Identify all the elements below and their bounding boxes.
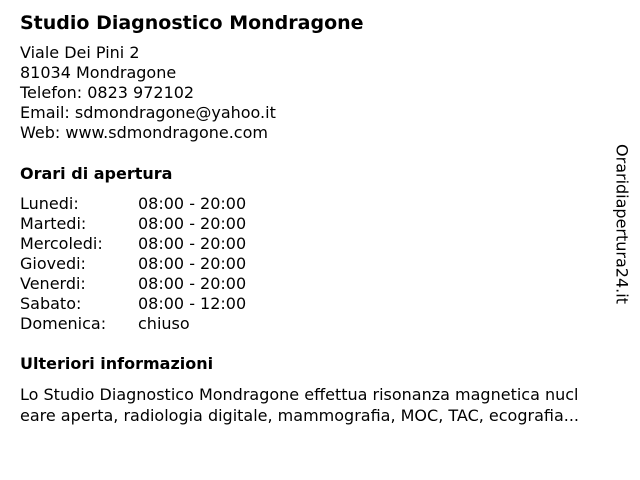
address-email: Email: sdmondragone@yahoo.it bbox=[20, 103, 276, 122]
description-text bbox=[20, 384, 632, 426]
info-heading: Ulteriori informazioni bbox=[20, 354, 214, 373]
hours-time: chiuso bbox=[138, 314, 190, 333]
hours-day: Venerdi: bbox=[20, 274, 86, 293]
watermark-text: Oraridiapertura24.it bbox=[612, 144, 632, 304]
description-line-2: eare aperta, radiologia digitale, mammografia, MOC, TAC, ecografia... bbox=[20, 406, 580, 425]
description-line-1: Lo Studio Diagnostico Mondragone effettua risonanza magnetica nucl bbox=[20, 385, 579, 404]
hours-time: 08:00 - 20:00 bbox=[138, 254, 247, 273]
address-city: 81034 Mondragone bbox=[20, 63, 177, 82]
address-street: Viale Dei Pini 2 bbox=[20, 43, 140, 62]
hours-time: 08:00 - 20:00 bbox=[138, 214, 247, 233]
hours-day: Lunedi: bbox=[20, 194, 79, 213]
hours-day: Giovedi: bbox=[20, 254, 86, 273]
hours-time: 08:00 - 12:00 bbox=[138, 294, 247, 313]
hours-time: 08:00 - 20:00 bbox=[138, 274, 247, 293]
watermark bbox=[610, 136, 634, 312]
hours-day: Sabato: bbox=[20, 294, 82, 313]
address-block bbox=[20, 43, 276, 143]
hours-day: Domenica: bbox=[20, 314, 107, 333]
hours-day: Martedi: bbox=[20, 214, 87, 233]
hours-time: 08:00 - 20:00 bbox=[138, 194, 247, 213]
page-title: Studio Diagnostico Mondragone bbox=[20, 12, 364, 34]
hours-time: 08:00 - 20:00 bbox=[138, 234, 247, 253]
hours-day: Mercoledi: bbox=[20, 234, 103, 253]
address-phone: Telefon: 0823 972102 bbox=[20, 83, 195, 102]
address-web: Web: www.sdmondragone.com bbox=[20, 123, 268, 142]
hours-heading: Orari di apertura bbox=[20, 164, 173, 183]
